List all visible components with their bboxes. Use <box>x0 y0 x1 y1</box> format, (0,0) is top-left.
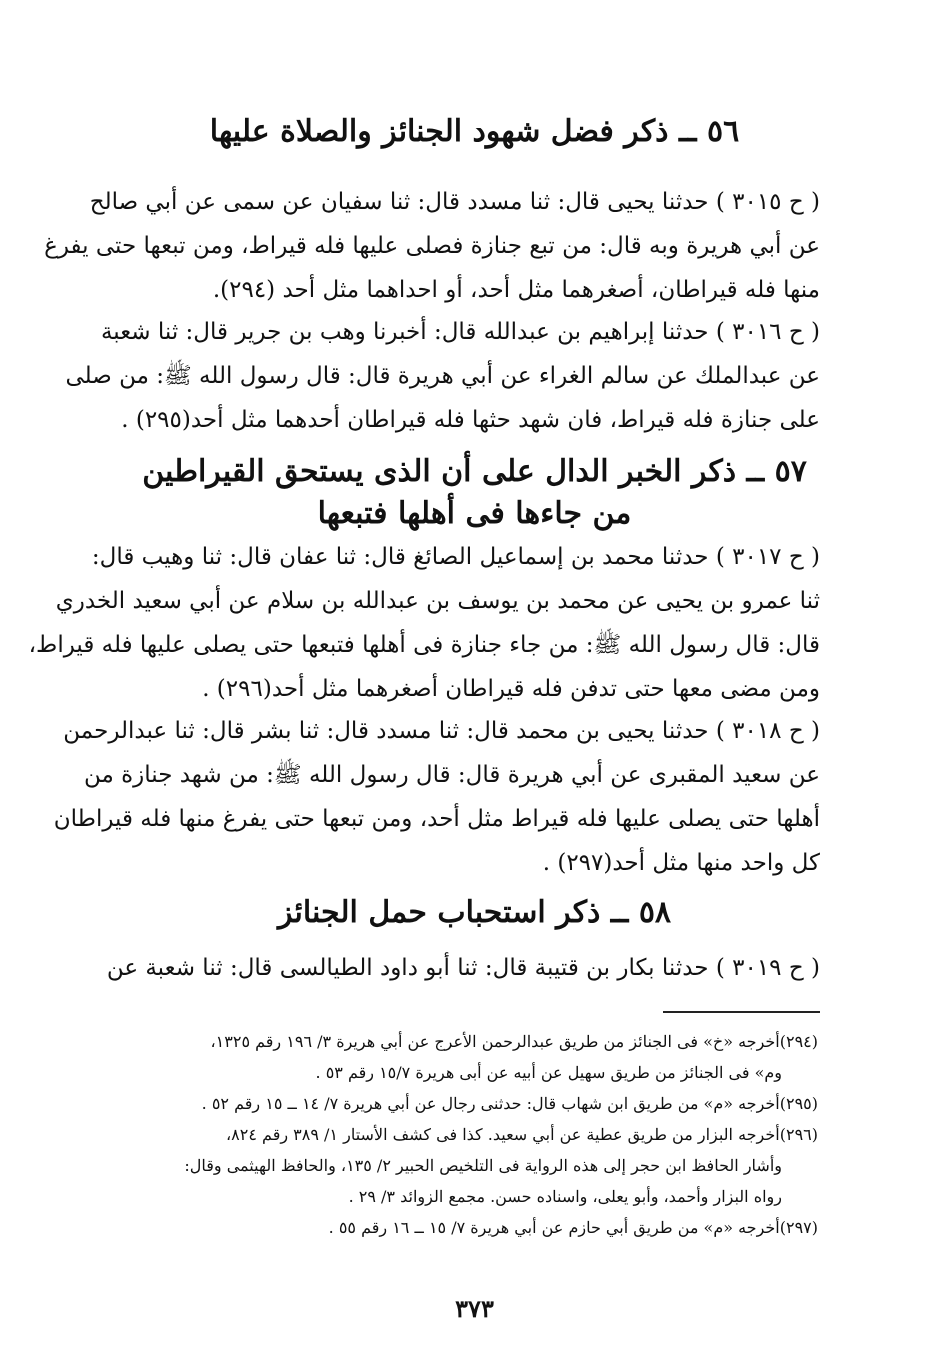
hadith-line: ( ح ٣٠١٥ ) حدثنا يحيى قال: ثنا مسدد قال: ثنا سفيان عن سمى عن أبي صالح <box>89 189 820 215</box>
hadith-line: قال: قال رسول الله ﷺ: من جاء جنازة فى أهلها فتبعها حتى يصلى عليها فله قيراط، <box>28 632 820 658</box>
section-57-heading-line-1: ٥٧ ــ ذكر الخبر الدال على أن الذى يستحق القيراطين <box>142 454 807 489</box>
hadith-3018 <box>53 709 820 885</box>
footnote-297: (٢٩٧)أخرجه «م» من طريق أبي حازم عن أبي هريرة ٧/ ١٥ ــ ١٦ رقم ٥٥ . <box>328 1218 818 1237</box>
footnote-294-continued: وم» فى الجنائز من طريق سهيل عن أبيه عن أبى هريرة ١٥/٧ رقم ٥٣ . <box>315 1063 782 1082</box>
hadith-line: منها فله قيراطان، أصغرهما مثل أحد، أو احداهما مثل أحد (٢٩٤). <box>212 277 820 303</box>
hadith-line: ( ح ٣٠١٩ ) حدثنا بكار بن قتيبة قال: ثنا أبو داود الطيالسى قال: ثنا شعبة عن <box>106 955 820 981</box>
hadith-line: ومن مضى معها حتى تدفن فله قيراطان أصغرهما مثل أحد(٢٩٦) . <box>202 676 820 702</box>
footnote-296-continued: وأشار الحافظ ابن حجر إلى هذه الرواية فى التلخيص الحبير ٢/ ١٣٥، والحافظ الهيثمى وقال: <box>184 1156 782 1175</box>
section-56-heading: ٥٦ ــ ذكر فضل شهود الجنائز والصلاة عليها <box>209 114 740 149</box>
footnote-294: (٢٩٤)أخرجه «خ» فى الجنائز من طريق عبدالرحمن الأعرج عن أبي هريرة ٣/ ١٩٦ رقم ١٣٢٥، <box>210 1032 818 1051</box>
hadith-line: ثنا عمرو بن يحيى عن محمد بن يوسف بن عبدالله بن سلام عن أبي سعيد الخدري <box>55 588 820 614</box>
hadith-3017 <box>28 535 820 711</box>
hadith-line: على جنازة فله قيراط، فان شهد حثها فله قيراطان أحدهما مثل أحد(٢٩٥) . <box>121 407 820 433</box>
footnote-separator <box>663 1011 820 1013</box>
hadith-line: كل واحد منها مثل أحد(٢٩٧) . <box>542 850 820 876</box>
footnote-296: (٢٩٦)أخرجه البزار من طريق عطية عن أبي سعيد. كذا فى كشف الأستار ١/ ٣٨٩ رقم ٨٢٤، <box>226 1125 818 1144</box>
hadith-line: عن أبي هريرة وبه قال: من تبع جنازة فصلى عليها فله قيراط، ومن تبعها حتى يفرغ <box>44 233 820 259</box>
hadith-line: عن عبدالملك عن سالم الغراء عن أبي هريرة قال: قال رسول الله ﷺ: من صلى <box>65 363 820 389</box>
section-58-heading: ٥٨ ــ ذكر استحباب حمل الجنائز <box>277 895 672 930</box>
footnotes <box>104 1026 818 1243</box>
footnote-295: (٢٩٥)أخرجه «م» من طريق ابن شهاب قال: حدثنى رجال عن أبي هريرة ٧/ ١٤ ــ ١٥ رقم ٥٢ . <box>201 1094 818 1113</box>
footnote-296-continued: رواه البزار وأحمد، وأبو يعلى، واسناده حسن. مجمع الزوائد ٣/ ٢٩ . <box>348 1187 782 1206</box>
hadith-line: عن سعيد المقبرى عن أبي هريرة قال: قال رسول الله ﷺ: من شهد جنازة من <box>83 762 820 788</box>
hadith-line: ( ح ٣٠١٧ ) حدثنا محمد بن إسماعيل الصائغ قال: ثنا عفان قال: ثنا وهيب قال: <box>91 544 820 570</box>
hadith-line: ( ح ٣٠١٨ ) حدثنا يحيى بن محمد قال: ثنا مسدد قال: ثنا بشر قال: ثنا عبدالرحمن <box>63 718 820 744</box>
page-number: ٣٧٣ <box>455 1294 494 1323</box>
hadith-line: ( ح ٣٠١٦ ) حدثنا إبراهيم بن عبدالله قال: أخبرنا وهب بن جرير قال: ثنا شعبة <box>100 319 820 345</box>
hadith-3016 <box>65 310 820 442</box>
section-57-heading-line-2: من جاءها فى أهلها فتبعها <box>317 496 632 531</box>
hadith-line: أهلها حتى يصلى عليها فله قيراط مثل أحد، ومن تبعها حتى يفرغ منها فله قيراطان <box>53 806 820 832</box>
hadith-3019 <box>108 946 820 990</box>
hadith-3015 <box>44 180 820 312</box>
